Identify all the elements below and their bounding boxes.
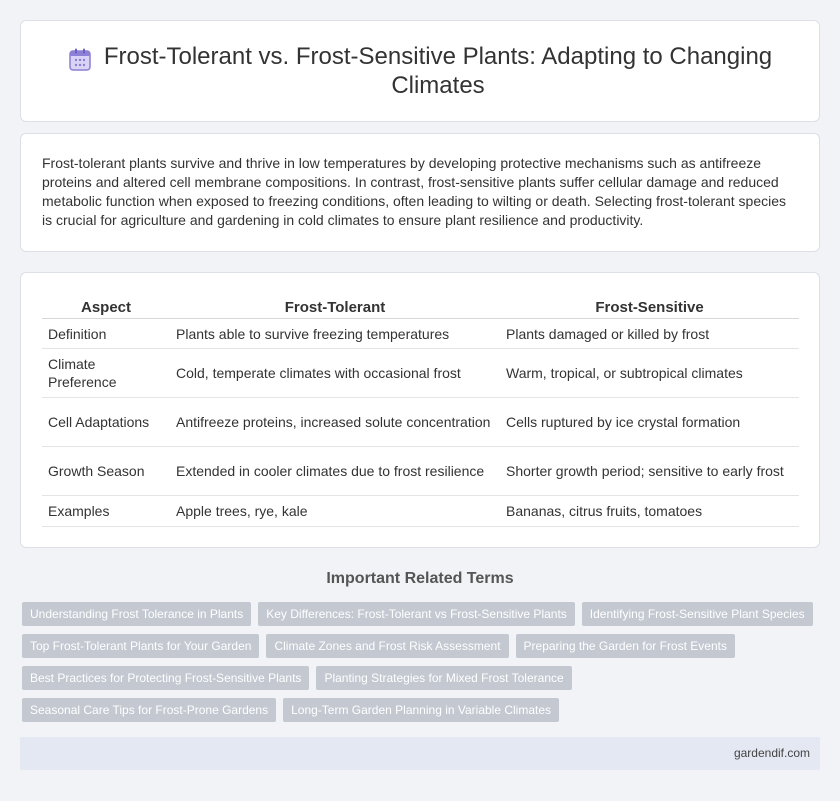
- page-title: Frost-Tolerant vs. Frost-Sensitive Plants: Adapting to Changing Climates: [103, 43, 773, 99]
- cell-frost-tolerant: Cold, temperate climates with occasional frost: [170, 349, 500, 398]
- cell-frost-sensitive: Plants damaged or killed by frost: [500, 319, 799, 349]
- related-term-link[interactable]: Best Practices for Protecting Frost-Sensitive Plants: [22, 666, 309, 690]
- related-terms-list: [22, 602, 822, 730]
- footer-site-link[interactable]: gardendif.com: [733, 746, 810, 760]
- footer: [20, 737, 820, 770]
- table-row: [42, 496, 799, 527]
- header-card: [20, 20, 820, 122]
- cell-frost-sensitive: Warm, tropical, or subtropical climates: [500, 349, 799, 398]
- table-row: [42, 349, 799, 398]
- related-term-link[interactable]: Top Frost-Tolerant Plants for Your Garden: [22, 634, 259, 658]
- cell-aspect: Climate Preference: [42, 349, 170, 398]
- table-row: [42, 319, 799, 349]
- cell-aspect: Definition: [42, 319, 170, 349]
- header-frost-tolerant: Frost-Tolerant: [170, 295, 500, 319]
- cell-frost-tolerant: Extended in cooler climates due to frost resilience: [170, 447, 500, 496]
- related-term-link[interactable]: Long-Term Garden Planning in Variable Climates: [283, 698, 559, 722]
- cell-frost-sensitive: Shorter growth period; sensitive to early frost: [500, 447, 799, 496]
- related-term-link[interactable]: Understanding Frost Tolerance in Plants: [22, 602, 251, 626]
- header-frost-sensitive: Frost-Sensitive: [500, 295, 799, 319]
- cell-frost-sensitive: Bananas, citrus fruits, tomatoes: [500, 496, 799, 527]
- tag-row: [22, 698, 822, 722]
- related-term-link[interactable]: Climate Zones and Frost Risk Assessment: [266, 634, 508, 658]
- intro-paragraph: Frost-tolerant plants survive and thrive in low temperatures by developing protective mechanisms such as antifreeze proteins and altered cell membrane compositions. In contrast, frost-sensitive plants suffer cellular damage and reduced metabolic function when exposed to freezing conditions, often leading to wilting or death. Selecting frost-tolerant species is crucial for agriculture and gardening in cold climates to ensure plant resilience and productivity.: [42, 155, 786, 228]
- cell-frost-tolerant: Plants able to survive freezing temperatures: [170, 319, 500, 349]
- comparison-table-card: [20, 272, 820, 548]
- table-row: [42, 398, 799, 447]
- cell-aspect: Growth Season: [42, 447, 170, 496]
- cell-aspect: Examples: [42, 496, 170, 527]
- related-term-link[interactable]: Planting Strategies for Mixed Frost Tolerance: [316, 666, 571, 690]
- cell-frost-sensitive: Cells ruptured by ice crystal formation: [500, 398, 799, 447]
- cell-aspect: Cell Adaptations: [42, 398, 170, 447]
- tag-row: [22, 602, 822, 626]
- tag-row: [22, 634, 822, 658]
- intro-card: [20, 133, 820, 252]
- related-terms-title: Important Related Terms: [326, 570, 514, 587]
- tag-row: [22, 666, 822, 690]
- related-term-link[interactable]: Key Differences: Frost-Tolerant vs Frost-Sensitive Plants: [258, 602, 575, 626]
- cell-frost-tolerant: Apple trees, rye, kale: [170, 496, 500, 527]
- comparison-table: [42, 295, 799, 527]
- table-row: [42, 447, 799, 496]
- related-term-link[interactable]: Preparing the Garden for Frost Events: [516, 634, 735, 658]
- table-header-row: [42, 295, 799, 319]
- related-term-link[interactable]: Seasonal Care Tips for Frost-Prone Gardens: [22, 698, 276, 722]
- header-aspect: Aspect: [42, 295, 170, 319]
- cell-frost-tolerant: Antifreeze proteins, increased solute concentration: [170, 398, 500, 447]
- related-term-link[interactable]: Identifying Frost-Sensitive Plant Species: [582, 602, 813, 626]
